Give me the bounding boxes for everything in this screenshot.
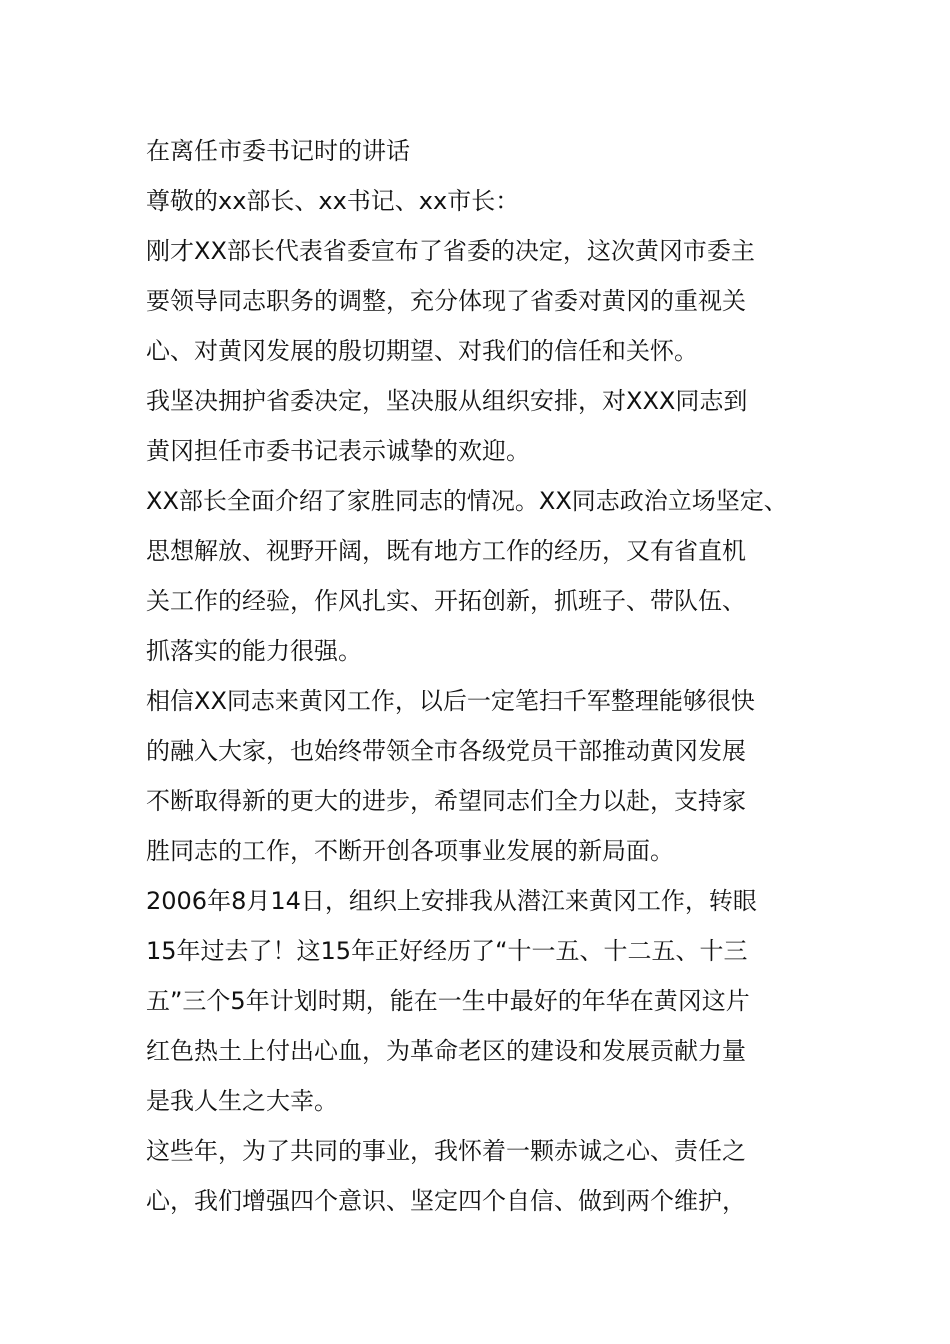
text-line: 心、对黄冈发展的殷切期望、对我们的信任和关怀。 xyxy=(146,337,698,365)
paragraph-6 xyxy=(146,1126,836,1226)
text-line: 的融入大家，也始终带领全市各级党员干部推动黄冈发展 xyxy=(146,737,746,765)
text-line: 心，我们增强四个意识、坚定四个自信、做到两个维护， xyxy=(146,1187,746,1215)
text-line: 黄冈担任市委书记表示诚挚的欢迎。 xyxy=(146,437,530,465)
text-line: 关工作的经验，作风扎实、开拓创新，抓班子、带队伍、 xyxy=(146,587,746,615)
text-line: 我坚决拥护省委决定，坚决服从组织安排，对XXX同志到 xyxy=(146,387,748,415)
text-line: 红色热土上付出心血，为革命老区的建设和发展贡献力量 xyxy=(146,1037,746,1065)
text-line: 刚才XX部长代表省委宣布了省委的决定，这次黄冈市委主 xyxy=(146,237,755,265)
text-line: 不断取得新的更大的进步，希望同志们全力以赴，支持家 xyxy=(146,787,746,815)
text-line: 要领导同志职务的调整，充分体现了省委对黄冈的重视关 xyxy=(146,287,746,315)
paragraph-2 xyxy=(146,376,836,476)
text-line: 15年过去了！这15年正好经历了“十一五、十二五、十三 xyxy=(146,937,748,965)
paragraph-5 xyxy=(146,876,836,1126)
salutation: 尊敬的xx部长、xx书记、xx市长： xyxy=(146,187,520,215)
text-line: 抓落实的能力很强。 xyxy=(146,637,362,665)
paragraph-3 xyxy=(146,476,836,676)
text-line: 思想解放、视野开阔，既有地方工作的经历，又有省直机 xyxy=(146,537,746,565)
text-line: 相信XX同志来黄冈工作，以后一定笔扫千军整理能够很快 xyxy=(146,687,755,715)
text-line: 五”三个5年计划时期，能在一生中最好的年华在黄冈这片 xyxy=(146,987,750,1015)
text-line: 这些年，为了共同的事业，我怀着一颗赤诚之心、责任之 xyxy=(146,1137,746,1165)
text-line: 胜同志的工作，不断开创各项事业发展的新局面。 xyxy=(146,837,674,865)
paragraph-1 xyxy=(146,226,836,376)
paragraph-4 xyxy=(146,676,836,876)
document-body xyxy=(146,126,836,1226)
text-line: 是我人生之大幸。 xyxy=(146,1087,338,1115)
text-line: 2006年8月14日，组织上安排我从潜江来黄冈工作，转眼 xyxy=(146,887,757,915)
text-line: XX部长全面介绍了家胜同志的情况。XX同志政治立场坚定、 xyxy=(146,487,788,515)
document-title: 在离任市委书记时的讲话 xyxy=(146,137,410,165)
